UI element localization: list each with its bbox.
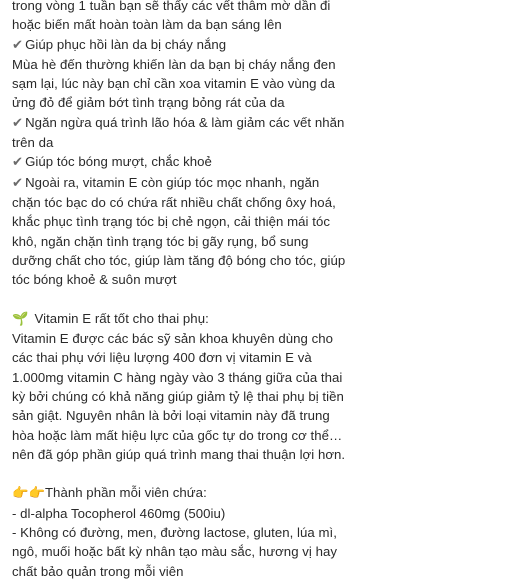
pregnant-line: nên đã góp phần giúp quá trình mang thai thuận lợi hơn. — [12, 446, 346, 462]
seedling-icon: 🌱 — [12, 311, 29, 327]
intro-line: trong vòng 1 tuần bạn sẽ thấy các vết thâm mờ dần đi — [12, 0, 331, 13]
ingredient-line: ngô, muối hoặc bất kỳ nhân tạo màu sắc, hương vị hay — [12, 544, 338, 560]
sunburn-line: Mùa hè đến thường khiến làn da bạn bị cháy nắng đen — [12, 56, 336, 72]
ingredient-line: - dl-alpha Tocopherol 460mg (500iu) — [12, 505, 226, 521]
check-mark-icon: ✔ — [12, 155, 24, 171]
section-hair-extra — [12, 173, 512, 193]
section-title: Vitamin E rất tốt cho thai phụ: — [34, 310, 209, 326]
check-mark-icon: ✔ — [12, 115, 24, 131]
section-title: Thành phần mỗi viên chứa: — [44, 485, 207, 501]
document-body — [12, 0, 512, 581]
hair-line: chặn tóc bạc do có chứa rất nhiều chất chống ôxy hoá, — [12, 194, 336, 210]
section-title: Giúp tóc bóng mượt, chắc khoẻ — [25, 154, 212, 170]
pregnant-line: kỳ bởi chúng có khả năng giúp giảm tỷ lệ thai phụ bị tiền — [12, 388, 344, 404]
sunburn-line: sạm lại, lúc này bạn chỉ cần xoa vitamin E vào vùng da — [12, 76, 336, 92]
check-mark-icon: ✔ — [12, 37, 24, 53]
section-ingredients-heading — [12, 483, 512, 503]
section-title: Ngăn ngừa quá trình lão hóa & làm giảm các vết nhăn — [25, 114, 345, 130]
intro-line: hoặc biến mất hoàn toàn làm da bạn sáng lên — [12, 17, 282, 33]
hair-line: dưỡng chất cho tóc, giúp làm tăng độ bóng cho tóc, giúp — [12, 252, 346, 268]
pregnant-line: hòa hoặc làm mất hiệu lực của gốc tự do trong cơ thể… — [12, 427, 343, 443]
ingredient-line: - Không có đường, men, đường lactose, gluten, lúa mì, — [12, 525, 337, 541]
section-title: Giúp phục hồi làn da bị cháy nắng — [25, 36, 227, 52]
pregnant-line: sản giật. Nguyên nhân là bởi loại vitamin này đã trung — [12, 408, 330, 424]
section-sunburn-heading — [12, 35, 512, 55]
hair-line: tóc bóng khoẻ & suôn mượt — [12, 272, 177, 288]
paragraph-spacer — [12, 464, 512, 483]
ingredient-line: chất bảo quản trong mỗi viên — [12, 563, 184, 579]
section-aging-heading — [12, 113, 512, 133]
section-title: Ngoài ra, vitamin E còn giúp tóc mọc nhanh, ngăn — [25, 174, 320, 190]
aging-line: trên da — [12, 135, 54, 151]
section-hair-heading — [12, 152, 512, 172]
hair-line: khắc phục tình trạng tóc bị chẻ ngọn, cải thiện mái tóc — [12, 214, 330, 230]
sunburn-line: ửng đỏ để giảm bớt tình trạng bỏng rát của da — [12, 95, 285, 111]
pregnant-line: Vitamin E được các bác sỹ sản khoa khuyên dùng cho — [12, 331, 334, 347]
pregnant-line: các thai phụ với liệu lượng 400 đơn vị vitamin E và — [12, 350, 312, 366]
section-pregnant-heading — [12, 309, 512, 329]
check-mark-icon: ✔ — [12, 175, 24, 191]
paragraph-spacer — [12, 289, 512, 308]
pointing-hand-icon: 👉👉 — [12, 486, 45, 502]
pregnant-line: 1.000mg vitamin C hàng ngày vào 3 tháng giữa của thai — [12, 369, 343, 385]
hair-line: khô, ngăn chặn tình trạng tóc bị gãy rụng, bổ sung — [12, 233, 309, 249]
